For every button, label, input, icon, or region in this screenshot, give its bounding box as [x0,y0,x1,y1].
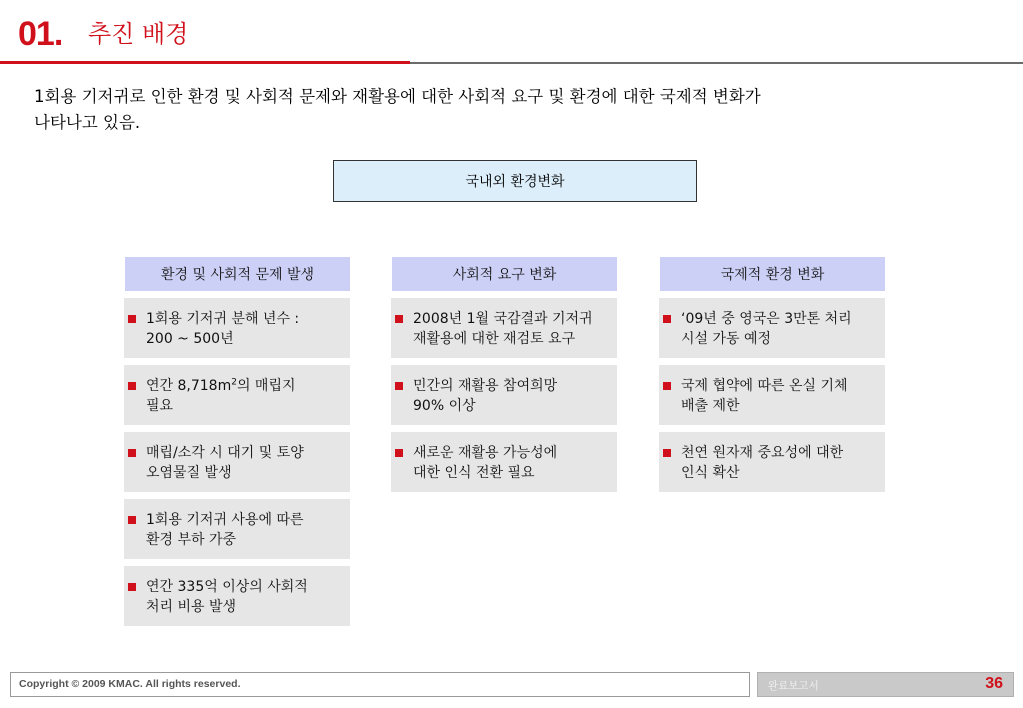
card-text: 새로운 재활용 가능성에 대한 인식 전환 필요 [413,445,558,481]
list-item [124,432,350,492]
card-text: 1회용 기저귀 분해 년수 : 200 ~ 500년 [146,311,300,347]
square-bullet-icon [395,315,407,323]
header-rule-gray [410,62,1023,64]
intro-text [34,84,934,136]
card-text [146,376,296,425]
list-item [659,432,885,492]
list-item [124,298,350,358]
superscript: 2 [231,377,237,388]
list-item [391,298,617,358]
card-text-pre: 연간 8,718m [146,378,232,394]
square-bullet-icon [663,449,675,457]
header-rule-red [0,61,410,64]
footer-copyright-box [10,672,750,697]
square-bullet-icon [663,382,675,390]
square-bullet-icon [395,382,407,390]
square-bullet-icon [128,315,140,323]
footer-page-box [757,672,1014,697]
card-text-post: 의 매립지 필요 [146,378,296,414]
column-header-label: 환경 및 사회적 문제 발생 [160,267,315,283]
card-text: ‘09년 중 영국은 3만톤 처리 시설 가동 예정 [681,311,852,347]
list-item [124,566,350,626]
square-bullet-icon [128,583,140,591]
card-text: 1회용 기저귀 사용에 따른 환경 부하 가중 [146,512,304,548]
column-header-label: 국제적 환경 변화 [720,267,825,283]
slide-header [0,0,1023,66]
domestic-international-box [333,160,697,202]
page-number: 36 [985,675,1003,692]
intro-line-1: 1회용 기저귀로 인한 환경 및 사회적 문제와 재활용에 대한 사회적 요구 및 환경에 대한 국제적 변화가 [34,87,761,106]
list-item [391,365,617,425]
section-title: 추진 배경 [88,20,189,48]
intro-line-2: 나타나고 있음. [34,113,141,132]
card-text: 2008년 1월 국감결과 기저귀 재활용에 대한 재검토 요구 [413,311,593,347]
list-item [659,365,885,425]
square-bullet-icon [395,449,407,457]
column-header-environment [125,257,350,291]
card-text: 연간 335억 이상의 사회적 처리 비용 발생 [146,579,308,615]
card-text: 매립/소각 시 대기 및 토양 오염물질 발생 [146,445,304,481]
card-text: 민간의 재활용 참여희망 90% 이상 [413,378,558,414]
list-item [124,499,350,559]
copyright-text: Copyright © 2009 KMAC. All rights reserved. [19,678,241,690]
square-bullet-icon [128,382,140,390]
section-number: 01. [18,15,63,53]
column-header-international [660,257,885,291]
square-bullet-icon [128,516,140,524]
card-text: 천연 원자재 중요성에 대한 인식 확산 [681,445,844,481]
square-bullet-icon [663,315,675,323]
square-bullet-icon [128,449,140,457]
card-text: 국제 협약에 따른 온실 기체 배출 제한 [681,378,848,414]
column-header-social [392,257,617,291]
report-label: 완료보고서 [768,680,819,692]
list-item [659,298,885,358]
domestic-box-label: 국내외 환경변화 [465,174,565,190]
list-item [391,432,617,492]
list-item [124,365,350,425]
column-header-label: 사회적 요구 변화 [452,267,557,283]
